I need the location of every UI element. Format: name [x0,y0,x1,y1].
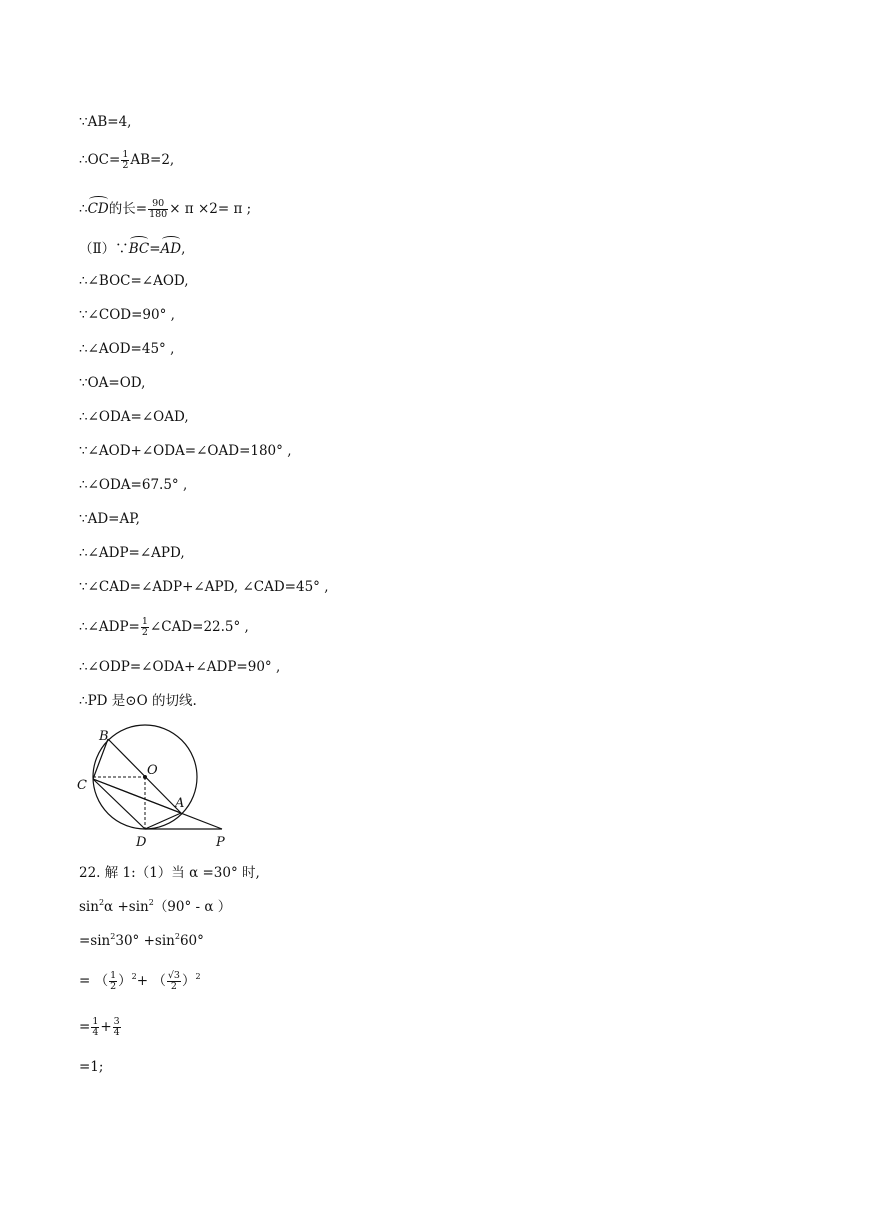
line-text: （Ⅱ）∵ [79,241,129,257]
line-text: = [79,1019,91,1035]
line-text: ∴∠BOC=∠AOD, [79,273,189,289]
line-text: ∴∠ODA=∠OAD, [79,409,189,425]
line-text: ） [181,973,196,989]
superscript: 2 [148,898,154,907]
line-text: = [149,241,161,257]
solution-line [79,272,189,290]
line-text: ∴∠ODP=∠ODA+∠ADP=90° , [79,659,281,675]
label-b: B [99,729,109,744]
line-text: ∵∠AOD+∠ODA=∠OAD=180° , [79,443,292,459]
line-text: ∵∠CAD=∠ADP+∠APD, ∠CAD=45° , [79,579,329,595]
line-text: ∴PD 是⊙O 的切线. [79,693,197,709]
fraction-numerator: 1 [122,149,129,160]
solution-line [79,578,329,596]
line-text: ∵∠COD=90° , [79,307,175,323]
superscript: 2 [174,932,180,941]
solution-line [79,510,140,528]
superscript: 2 [98,898,105,907]
solution-line [79,864,260,882]
label-c: C [77,778,87,793]
fraction-numerator: 1 [110,970,117,981]
line-text: （90° - α ） [153,899,232,915]
solution-line [79,408,189,426]
line-text: =1; [79,1059,104,1075]
line-text: ） [118,973,132,989]
solution-line [79,306,175,324]
solution-line [79,971,201,992]
fraction-numerator: 1 [92,1016,99,1027]
solution-line [79,197,251,220]
fraction [148,199,168,220]
line-text: × π ×2= π ; [169,201,252,217]
solution-line [79,237,185,258]
line-text: 22. 解 1:（1）当 α =30° 时, [79,865,260,881]
fraction-denominator: 2 [170,981,177,992]
fraction [109,971,117,992]
fraction [91,1017,99,1038]
superscript: 2 [195,972,201,981]
fraction-numerator: 1 [141,616,148,627]
fraction [113,1017,121,1038]
arc-notation: CD [88,197,109,218]
line-text: = （ [79,973,109,989]
line-text: α +sin [104,899,149,915]
line-text: ∠CAD=22.5° , [149,619,249,635]
fraction [141,617,149,638]
line-text: 30° +sin [115,933,175,949]
fraction-numerator: 90 [148,199,168,210]
fraction-denominator: 4 [113,1027,120,1038]
line-text: ∴∠AOD=45° , [79,341,175,357]
solution-line [79,113,131,131]
line-text: ∵AB=4, [79,114,132,130]
fraction-denominator: 2 [141,627,148,638]
solution-line [79,340,174,358]
solution-line [79,932,204,950]
superscript: 2 [131,972,137,981]
line-text: 60° [179,933,204,949]
line-text: sin [79,899,99,915]
solution-line [79,658,280,676]
solution-line [79,442,291,460]
line-text: ∵AD=AP, [79,511,140,527]
arc-notation: BC [129,237,150,258]
arc-notation: AD [161,237,182,258]
label-o: O [147,763,158,778]
line-text: ∴OC= [79,152,121,168]
line-text: + [100,1019,112,1035]
label-d: D [136,835,147,850]
solution-line [79,374,145,392]
fraction-numerator: 3 [113,1016,120,1027]
solution-line [79,544,185,562]
solution-line [79,1017,122,1038]
line-text: ∵OA=OD, [79,375,146,391]
line-text: ∴∠ODA=67.5° , [79,477,188,493]
line-text: + （ [136,973,166,989]
label-p: P [216,835,225,850]
fraction [167,971,181,992]
line-text: ∴ [79,201,88,217]
solution-line [79,617,249,638]
fraction [121,150,129,171]
solution-line [79,692,197,710]
label-a: A [175,796,185,811]
line-text: 的长= [108,201,148,217]
superscript: 2 [110,932,116,941]
fraction-denominator: 180 [149,209,168,220]
segment-da [145,813,181,829]
circle-tangent-figure [74,722,234,850]
segment-ca [93,779,181,813]
line-text: ∴∠ADP=∠APD, [79,545,185,561]
solution-line [79,898,231,916]
fraction-numerator: √3 [167,970,180,981]
solution-line [79,150,174,171]
line-text: AB=2, [130,152,175,168]
line-text: =sin [79,933,111,949]
line-text: , [181,241,186,257]
segment-cb [93,739,108,779]
solution-line [79,1058,103,1076]
fraction-denominator: 2 [110,981,117,992]
fraction-denominator: 4 [92,1027,99,1038]
solution-line [79,476,187,494]
fraction-denominator: 2 [122,160,129,171]
line-text: ∴∠ADP= [79,619,140,635]
